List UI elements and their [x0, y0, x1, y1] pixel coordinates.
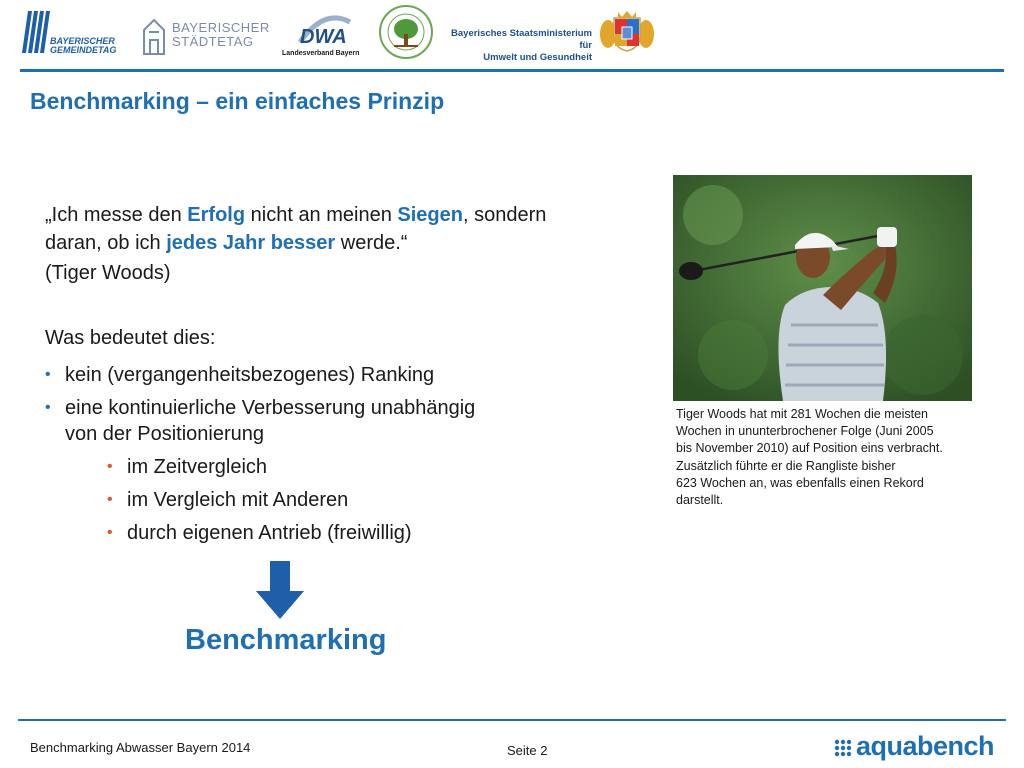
- caption-line: 623 Wochen an, was ebenfalls einen Rekord: [676, 475, 924, 490]
- dwa-sub-text: Landesverband Bayern: [282, 50, 360, 57]
- logo-bayerischer-staedtetag: [140, 16, 270, 60]
- logo-bavarian-coat-of-arms: [598, 10, 656, 52]
- slide-title: Benchmarking – ein einfaches Prinzip: [30, 88, 445, 114]
- golfer-illustration: [673, 175, 972, 401]
- logo-lebensministerium: [378, 4, 434, 60]
- dwa-main-text: DWA: [300, 26, 347, 48]
- footer-divider: [18, 719, 1006, 721]
- quote: [45, 201, 635, 257]
- caption-line: Wochen in ununterbrochener Folge (Juni 2005: [676, 424, 934, 439]
- ministerium-line2: Umwelt und Gesundheit: [483, 52, 592, 63]
- logo-ministerium-text: [440, 28, 592, 64]
- bullet-text: kein (vergangenheitsbezogenes) Ranking: [65, 364, 435, 386]
- quote-text: nicht an meinen: [245, 204, 398, 226]
- bullet-item: [45, 395, 605, 447]
- quote-line-1: [45, 201, 635, 229]
- sub-bullet-item: [107, 520, 507, 546]
- gemeindetag-line2: GEMEINDETAG: [50, 45, 117, 55]
- golfer-photo: [673, 175, 972, 401]
- bullet-text: eine kontinuierliche Verbesserung unabhängig: [65, 397, 476, 419]
- sub-bullet-text: im Vergleich mit Anderen: [127, 489, 349, 511]
- aquabench-logo: [834, 733, 1009, 763]
- benchmarking-result: Benchmarking: [185, 624, 387, 656]
- down-arrow-icon: [256, 561, 304, 619]
- coat-of-arms-icon: [598, 10, 656, 52]
- staedtetag-line2: STÄDTETAG: [172, 34, 254, 49]
- tree-seal-icon: [378, 4, 434, 60]
- bullet-text-continued: von der Positionierung: [65, 423, 265, 445]
- logo-dwa: [280, 12, 370, 58]
- sub-bullet-item: [107, 487, 507, 513]
- staedtetag-building-icon: [140, 16, 168, 56]
- aquabench-dots-icon: [834, 739, 852, 757]
- page-number: Seite 2: [507, 743, 548, 758]
- sub-bullet-dot-icon: •: [107, 491, 113, 508]
- quote-highlight-jedes-jahr-besser: jedes Jahr besser: [166, 232, 336, 254]
- caption-line: bis November 2010) auf Position eins verbracht.: [676, 441, 943, 456]
- caption-line: darstellt.: [676, 493, 724, 508]
- sub-bullet-text: durch eigenen Antrieb (freiwillig): [127, 522, 412, 544]
- bullet-dot-icon: •: [45, 399, 51, 416]
- quote-text: werde.“: [335, 232, 408, 254]
- quote-highlight-erfolg: Erfolg: [187, 204, 246, 226]
- sub-bullet-dot-icon: •: [107, 458, 113, 475]
- quote-text: daran, ob ich: [45, 232, 167, 254]
- photo-caption: [676, 406, 986, 509]
- bullet-item: [45, 362, 605, 388]
- staedtetag-line1: BAYERISCHER: [172, 20, 270, 35]
- gemeindetag-stripes-icon: [20, 9, 50, 55]
- intro-text: Was bedeutet dies:: [45, 327, 216, 349]
- quote-highlight-siegen: Siegen: [397, 204, 463, 226]
- bullet-dot-icon: •: [45, 366, 51, 383]
- quote-text: „Ich messe den: [45, 204, 188, 226]
- header-divider: [20, 69, 1004, 72]
- gemeindetag-line1: BAYERISCHER: [50, 36, 115, 46]
- sub-bullet-item: [107, 454, 507, 480]
- sub-bullet-dot-icon: •: [107, 524, 113, 541]
- aquabench-wordmark: aquabench: [856, 731, 995, 761]
- logo-bayerischer-gemeindetag: [20, 9, 125, 55]
- caption-line: Zusätzlich führte er die Rangliste bisher: [676, 458, 896, 473]
- footer-title: Benchmarking Abwasser Bayern 2014: [30, 740, 251, 755]
- quote-text: , sondern: [462, 204, 547, 226]
- sub-bullet-text: im Zeitvergleich: [127, 456, 268, 478]
- quote-line-2: [45, 229, 635, 257]
- caption-line: Tiger Woods hat mit 281 Wochen die meisten: [676, 407, 928, 421]
- ministerium-line1: Bayerisches Staatsministerium für: [451, 28, 592, 51]
- quote-author: (Tiger Woods): [45, 262, 171, 284]
